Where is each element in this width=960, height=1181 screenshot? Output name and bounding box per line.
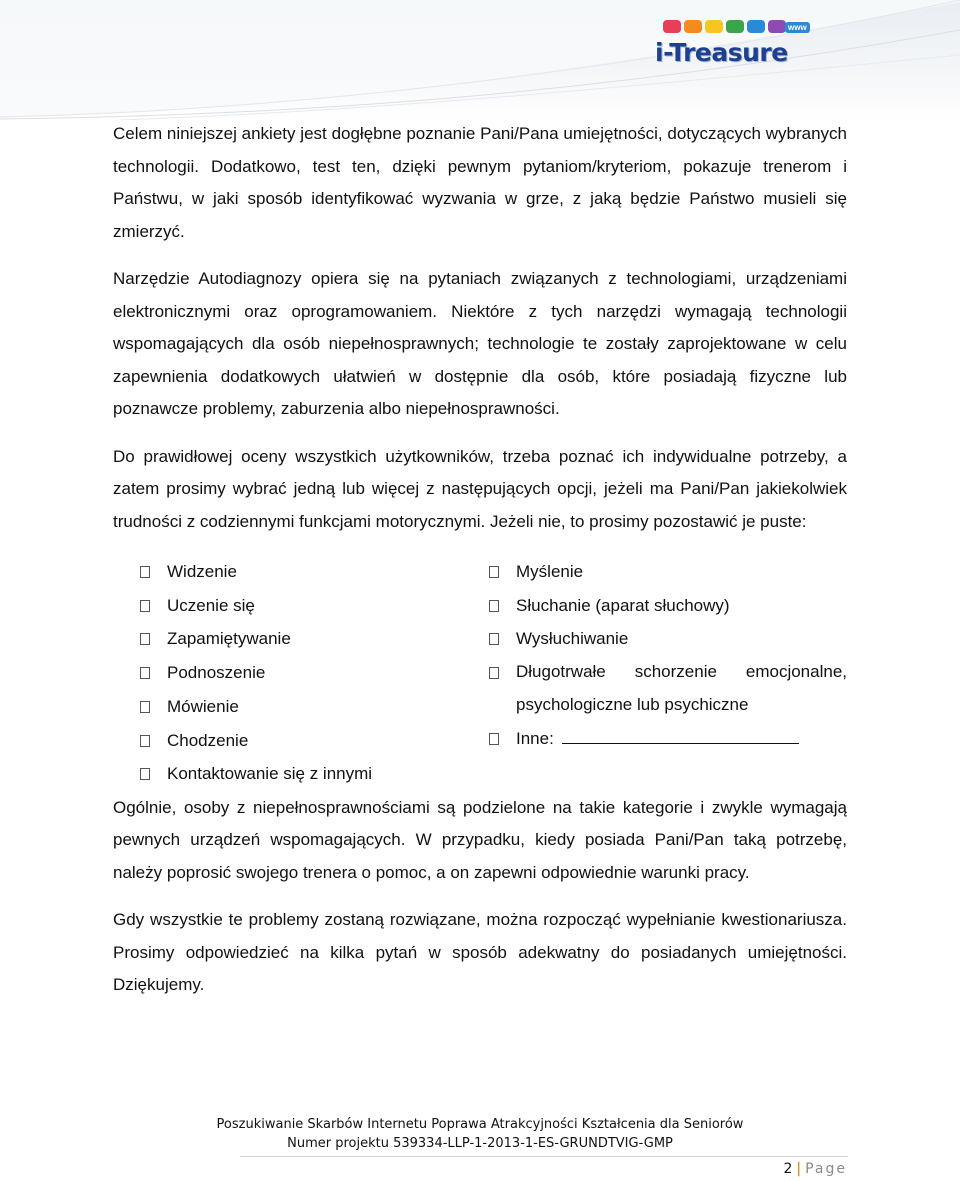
checkbox-icon[interactable] <box>140 768 150 780</box>
document-body <box>113 118 847 1002</box>
header-band <box>0 0 960 120</box>
footer-divider <box>240 1156 848 1157</box>
option-label: Widzenie <box>167 562 237 581</box>
checkbox-icon[interactable] <box>140 667 150 679</box>
checkbox-icon[interactable] <box>140 701 150 713</box>
checkbox-icon[interactable] <box>489 600 499 612</box>
option-myslenie[interactable] <box>489 555 847 589</box>
option-widzenie[interactable] <box>140 555 489 589</box>
option-chodzenie[interactable] <box>140 724 489 758</box>
options-left-column <box>113 555 489 791</box>
option-schorzenie[interactable] <box>489 656 847 722</box>
page-number <box>783 1161 847 1177</box>
logo-www-tag: www <box>785 22 810 33</box>
checkbox-icon[interactable] <box>489 633 499 645</box>
option-label: Wysłuchiwanie <box>516 629 629 649</box>
option-label: Kontaktowanie się z innymi <box>167 764 373 784</box>
option-uczenie-sie[interactable] <box>140 589 489 623</box>
checkbox-icon[interactable] <box>140 600 150 612</box>
option-podnoszenie[interactable] <box>140 656 489 690</box>
i-treasure-logo <box>655 20 825 70</box>
options-right-column <box>489 555 847 791</box>
option-zapamietywanie[interactable] <box>140 622 489 656</box>
footer-project-title: Poszukiwanie Skarbów Internetu Poprawa Atrakcyjności Kształcenia dla Seniorów <box>216 1117 744 1132</box>
page-label: Page <box>805 1161 847 1177</box>
option-label: Uczenie się <box>167 595 255 615</box>
checkbox-icon[interactable] <box>489 566 499 578</box>
option-mowienie[interactable] <box>140 690 489 724</box>
checkbox-icon[interactable] <box>489 733 499 745</box>
option-label: Myślenie <box>516 562 584 581</box>
checkbox-icon[interactable] <box>140 566 150 578</box>
closing-paragraph: Gdy wszystkie te problemy zostaną rozwiązane, można rozpocząć wypełnianie kwestionariusza. Prosimy odpowiedzieć na kilka pytań w sposób adekwatny do posiadanych umiejętności. Dziękujemy. <box>113 910 847 995</box>
footer-project-number: Numer projektu 539334-LLP-1-2013-1-ES-GRUNDTVIG-GMP <box>287 1136 673 1151</box>
page-footer <box>0 1115 960 1153</box>
option-label: Słuchanie (aparat słuchowy) <box>516 595 730 615</box>
option-label: Zapamiętywanie <box>167 629 291 649</box>
option-label: Mówienie <box>167 696 239 716</box>
option-sluchanie[interactable] <box>489 589 847 623</box>
categories-paragraph: Ogólnie, osoby z niepełnosprawnościami są podzielone na takie kategorie i zwykle wymagają pewnych urządzeń wspomagających. W przypadku, kiedy posiada Pani/Pan taką potrzebę, należy poprosić swojego trenera o pomoc, a on zapewni odpowiednie warunki pracy. <box>113 797 847 882</box>
inne-blank-line[interactable] <box>562 723 799 744</box>
intro-paragraph: Celem niniejszej ankiety jest dogłębne poznanie Pani/Pana umiejętności, dotyczących wybranych technologii. Dodatkowo, test ten, dzięki pewnym pytaniom/kryteriom, pokazuje trenerom i Państwu, w jaki sposób identyfikować wyzwania w grze, z jaką będzie Państwo musieli się zmierzyć. <box>113 124 847 241</box>
logo-speech-bubbles <box>663 20 789 38</box>
checkbox-icon[interactable] <box>140 735 150 747</box>
instructions-paragraph: Do prawidłowej oceny wszystkich użytkowników, trzeba poznać ich indywidualne potrzeby, a zatem prosimy wybrać jedną lub więcej z następujących opcji, jeżeli ma Pani/Pan jakiekolwiek trudności z codziennymi funkcjami motorycznymi. Jeżeli nie, to prosimy pozostawić je puste: <box>113 446 847 531</box>
checkbox-icon[interactable] <box>140 633 150 645</box>
page-number-separator: | <box>796 1161 802 1177</box>
option-wysluchiwanie[interactable] <box>489 622 847 656</box>
option-inne[interactable] <box>489 722 847 756</box>
option-label: Podnoszenie <box>167 663 266 683</box>
tool-description-paragraph: Narzędzie Autodiagnozy opiera się na pytaniach związanych z technologiami, urządzeniami elektronicznymi oraz oprogramowaniem. Niektóre z tych narzędzi wymagają technologii wspomagających dla osób niepełnosprawnych; technologie te zostały zaprojektowane w celu zapewnienia dodatkowych ułatwień w dostępnie dla osób, które posiadają fizyczne lub poznawcze problemy, zaburzenia albo niepełnosprawności. <box>113 269 847 418</box>
option-label: Inne: <box>516 728 554 748</box>
checkbox-icon[interactable] <box>489 667 499 679</box>
difficulty-options <box>113 555 847 791</box>
page-number-value: 2 <box>783 1161 793 1177</box>
option-kontaktowanie[interactable] <box>140 757 489 791</box>
logo-text: i-Treasure <box>655 38 788 67</box>
option-label: Długotrwałe schorzenie emocjonalne, psychologiczne lub psychiczne <box>516 662 847 714</box>
option-label: Chodzenie <box>167 730 249 750</box>
